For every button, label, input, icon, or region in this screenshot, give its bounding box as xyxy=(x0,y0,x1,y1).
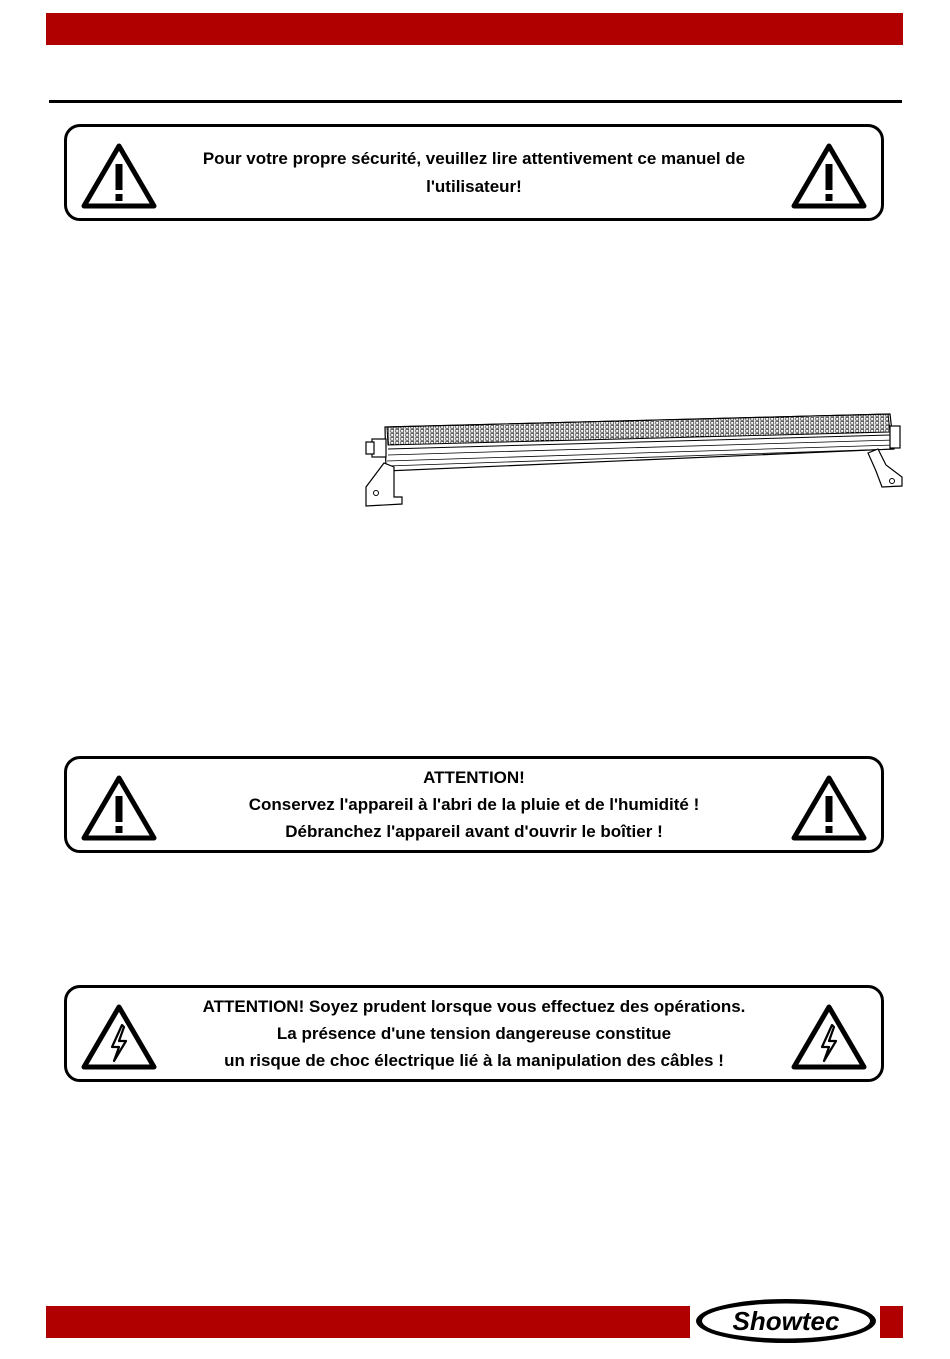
attention-notice-box xyxy=(64,756,884,853)
safety-notice-line: Pour votre propre sécurité, veuillez lire attentivement ce manuel de xyxy=(202,148,746,168)
safety-notice-box xyxy=(64,124,884,221)
header-bar xyxy=(46,13,903,45)
high-voltage-icon xyxy=(80,1003,158,1071)
warning-triangle-icon xyxy=(80,142,158,210)
electric-notice-box xyxy=(64,985,884,1082)
footer-bar-end xyxy=(880,1306,903,1338)
electric-notice-text xyxy=(167,988,781,1079)
header-rule xyxy=(49,100,902,103)
safety-notice-line: l'utilisateur! xyxy=(426,176,522,196)
showtec-logo xyxy=(694,1297,878,1345)
attention-notice-text xyxy=(167,759,781,850)
warning-triangle-icon xyxy=(80,774,158,842)
high-voltage-icon xyxy=(790,1003,868,1071)
electric-notice-line: ATTENTION! Soyez prudent lorsque vous effectuez des opérations. xyxy=(202,997,746,1016)
footer-bar xyxy=(46,1306,690,1338)
electric-notice-line: La présence d'une tension dangereuse constitue xyxy=(276,1024,672,1043)
logo-text: Showtec xyxy=(732,1306,840,1336)
electric-notice-line: un risque de choc électrique lié à la manipulation des câbles ! xyxy=(224,1051,724,1070)
attention-notice-line: Débranchez l'appareil avant d'ouvrir le boîtier ! xyxy=(285,822,663,841)
attention-notice-line: Conservez l'appareil à l'abri de la pluie et de l'humidité ! xyxy=(248,795,700,814)
attention-notice-line: ATTENTION! xyxy=(423,768,525,787)
led-bar-fixture-icon xyxy=(360,405,905,513)
warning-triangle-icon xyxy=(790,774,868,842)
safety-notice-text xyxy=(167,127,781,218)
warning-triangle-icon xyxy=(790,142,868,210)
